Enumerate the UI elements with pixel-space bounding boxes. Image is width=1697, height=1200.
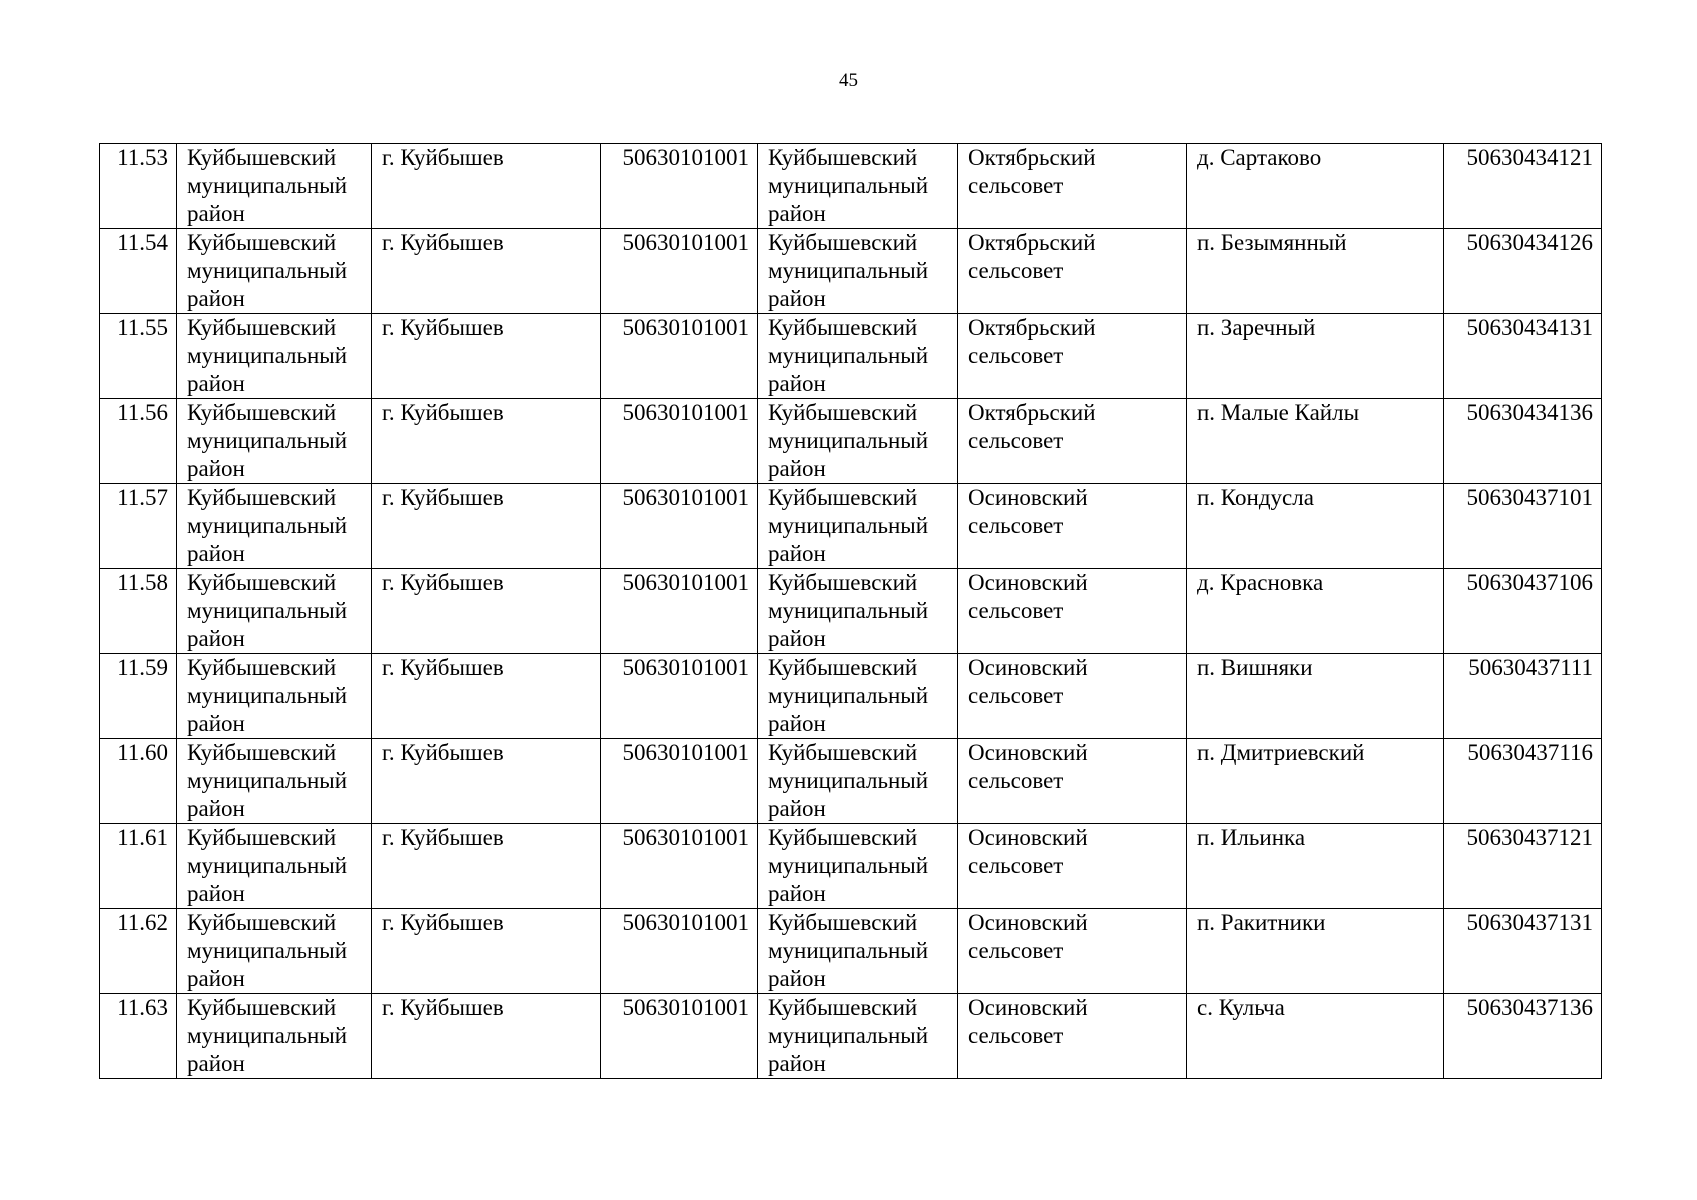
district-cell-line: муниципальный (187, 513, 348, 538)
center-code-cell: 50630101001 (601, 144, 758, 229)
council-cell-line: сельсовет (968, 428, 1064, 453)
center-code-cell: 50630101001 (601, 484, 758, 569)
district-cell-line: район (187, 541, 245, 566)
municipality-cell (758, 399, 958, 484)
district-cell-line: муниципальный (187, 428, 348, 453)
municipality-cell (758, 654, 958, 739)
council-cell (958, 569, 1187, 654)
council-cell (958, 654, 1187, 739)
municipality-cell-line: район (768, 456, 826, 481)
municipality-cell-line: Куйбышевский (768, 145, 918, 170)
district-cell-line: Куйбышевский (187, 995, 337, 1020)
council-cell-line: Осиновский (968, 485, 1088, 510)
district-cell-line: район (187, 626, 245, 651)
district-cell-line: муниципальный (187, 258, 348, 283)
table-row (100, 994, 1602, 1079)
council-cell (958, 229, 1187, 314)
district-cell-line: Куйбышевский (187, 910, 337, 935)
district-cell-line: район (187, 711, 245, 736)
district-cell-line: район (187, 966, 245, 991)
row-number-cell: 11.54 (100, 229, 177, 314)
council-cell-line: Осиновский (968, 740, 1088, 765)
municipality-cell (758, 909, 958, 994)
municipality-cell-line: муниципальный (768, 343, 929, 368)
municipality-cell-line: район (768, 201, 826, 226)
municipality-cell-line: район (768, 966, 826, 991)
municipality-cell-line: муниципальный (768, 428, 929, 453)
municipality-cell-line: муниципальный (768, 513, 929, 538)
municipality-cell-line: район (768, 711, 826, 736)
district-cell-line: Куйбышевский (187, 230, 337, 255)
district-cell (177, 994, 372, 1079)
table-row (100, 314, 1602, 399)
council-cell-line: сельсовет (968, 768, 1064, 793)
council-cell-line: Осиновский (968, 655, 1088, 680)
municipality-cell-line: Куйбышевский (768, 485, 918, 510)
settlement-code-cell: 50630434131 (1444, 314, 1602, 399)
row-number-cell: 11.58 (100, 569, 177, 654)
settlement-registry-table (99, 143, 1602, 1079)
district-cell-line: Куйбышевский (187, 485, 337, 510)
table-row (100, 909, 1602, 994)
municipality-cell-line: Куйбышевский (768, 995, 918, 1020)
district-cell-line: муниципальный (187, 598, 348, 623)
district-cell (177, 739, 372, 824)
district-cell-line: Куйбышевский (187, 740, 337, 765)
district-cell-line: район (187, 201, 245, 226)
council-cell (958, 144, 1187, 229)
municipality-cell-line: муниципальный (768, 853, 929, 878)
center-code-cell: 50630101001 (601, 654, 758, 739)
municipality-cell-line: район (768, 881, 826, 906)
table-row (100, 824, 1602, 909)
municipality-cell-line: район (768, 626, 826, 651)
council-cell-line: сельсовет (968, 173, 1064, 198)
table-row (100, 654, 1602, 739)
settlement-code-cell: 50630434121 (1444, 144, 1602, 229)
municipality-cell-line: Куйбышевский (768, 910, 918, 935)
row-number-cell: 11.57 (100, 484, 177, 569)
municipality-cell (758, 314, 958, 399)
row-number-cell: 11.56 (100, 399, 177, 484)
municipality-cell-line: район (768, 796, 826, 821)
municipality-cell (758, 569, 958, 654)
council-cell (958, 909, 1187, 994)
municipality-cell (758, 229, 958, 314)
council-cell-line: Осиновский (968, 825, 1088, 850)
page-number (0, 70, 1697, 92)
council-cell (958, 739, 1187, 824)
settlement-cell: п. Вишняки (1187, 654, 1444, 739)
center-code-cell: 50630101001 (601, 824, 758, 909)
settlement-cell: п. Дмитриевский (1187, 739, 1444, 824)
municipality-cell-line: муниципальный (768, 683, 929, 708)
settlement-cell: с. Кульча (1187, 994, 1444, 1079)
admin-center-cell: г. Куйбышев (372, 484, 601, 569)
settlement-cell: д. Красновка (1187, 569, 1444, 654)
district-cell (177, 314, 372, 399)
municipality-cell-line: район (768, 286, 826, 311)
district-cell (177, 229, 372, 314)
district-cell-line: муниципальный (187, 938, 348, 963)
municipality-cell-line: Куйбышевский (768, 230, 918, 255)
row-number-cell: 11.61 (100, 824, 177, 909)
council-cell (958, 314, 1187, 399)
table-row (100, 739, 1602, 824)
table-row (100, 144, 1602, 229)
district-cell-line: муниципальный (187, 173, 348, 198)
row-number-cell: 11.62 (100, 909, 177, 994)
municipality-cell-line: муниципальный (768, 1023, 929, 1048)
district-cell (177, 824, 372, 909)
council-cell-line: сельсовет (968, 1023, 1064, 1048)
municipality-cell (758, 484, 958, 569)
table-row (100, 484, 1602, 569)
council-cell-line: Октябрьский (968, 315, 1096, 340)
admin-center-cell: г. Куйбышев (372, 739, 601, 824)
council-cell-line: Осиновский (968, 995, 1088, 1020)
municipality-cell-line: Куйбышевский (768, 655, 918, 680)
settlement-code-cell: 50630437116 (1444, 739, 1602, 824)
council-cell-line: сельсовет (968, 598, 1064, 623)
municipality-cell-line: муниципальный (768, 938, 929, 963)
district-cell-line: Куйбышевский (187, 145, 337, 170)
district-cell-line: район (187, 796, 245, 821)
settlement-cell: п. Ракитники (1187, 909, 1444, 994)
page-number-text: 45 (839, 70, 858, 91)
district-cell-line: муниципальный (187, 768, 348, 793)
district-cell-line: Куйбышевский (187, 655, 337, 680)
row-number-cell: 11.63 (100, 994, 177, 1079)
district-cell-line: район (187, 456, 245, 481)
district-cell (177, 144, 372, 229)
municipality-cell-line: муниципальный (768, 598, 929, 623)
table-row (100, 399, 1602, 484)
center-code-cell: 50630101001 (601, 994, 758, 1079)
center-code-cell: 50630101001 (601, 739, 758, 824)
municipality-cell-line: Куйбышевский (768, 740, 918, 765)
municipality-cell-line: район (768, 371, 826, 396)
district-cell (177, 654, 372, 739)
district-cell-line: Куйбышевский (187, 825, 337, 850)
district-cell-line: муниципальный (187, 683, 348, 708)
municipality-cell-line: Куйбышевский (768, 400, 918, 425)
table-body (100, 144, 1602, 1079)
settlement-cell: п. Малые Кайлы (1187, 399, 1444, 484)
district-cell-line: район (187, 881, 245, 906)
district-cell-line: муниципальный (187, 853, 348, 878)
admin-center-cell: г. Куйбышев (372, 824, 601, 909)
center-code-cell: 50630101001 (601, 909, 758, 994)
municipality-cell (758, 739, 958, 824)
district-cell (177, 484, 372, 569)
district-cell-line: район (187, 286, 245, 311)
settlement-code-cell: 50630437136 (1444, 994, 1602, 1079)
settlement-code-cell: 50630437121 (1444, 824, 1602, 909)
council-cell-line: Октябрьский (968, 145, 1096, 170)
admin-center-cell: г. Куйбышев (372, 229, 601, 314)
district-cell-line: Куйбышевский (187, 400, 337, 425)
table-row (100, 229, 1602, 314)
council-cell (958, 824, 1187, 909)
municipality-cell-line: район (768, 1051, 826, 1076)
admin-center-cell: г. Куйбышев (372, 654, 601, 739)
settlement-code-cell: 50630434136 (1444, 399, 1602, 484)
row-number-cell: 11.53 (100, 144, 177, 229)
center-code-cell: 50630101001 (601, 314, 758, 399)
district-cell (177, 399, 372, 484)
municipality-cell-line: муниципальный (768, 768, 929, 793)
settlement-code-cell: 50630437111 (1444, 654, 1602, 739)
table-row (100, 569, 1602, 654)
council-cell-line: Октябрьский (968, 400, 1096, 425)
municipality-cell (758, 824, 958, 909)
settlement-code-cell: 50630437131 (1444, 909, 1602, 994)
district-cell-line: Куйбышевский (187, 570, 337, 595)
council-cell (958, 484, 1187, 569)
settlement-cell: п. Заречный (1187, 314, 1444, 399)
council-cell-line: Октябрьский (968, 230, 1096, 255)
center-code-cell: 50630101001 (601, 569, 758, 654)
municipality-cell-line: район (768, 541, 826, 566)
council-cell-line: сельсовет (968, 343, 1064, 368)
council-cell-line: Осиновский (968, 910, 1088, 935)
municipality-cell (758, 144, 958, 229)
district-cell-line: муниципальный (187, 1023, 348, 1048)
settlement-code-cell: 50630437101 (1444, 484, 1602, 569)
municipality-cell-line: Куйбышевский (768, 315, 918, 340)
row-number-cell: 11.55 (100, 314, 177, 399)
settlement-cell: п. Ильинка (1187, 824, 1444, 909)
settlement-code-cell: 50630434126 (1444, 229, 1602, 314)
district-cell-line: муниципальный (187, 343, 348, 368)
admin-center-cell: г. Куйбышев (372, 144, 601, 229)
admin-center-cell: г. Куйбышев (372, 909, 601, 994)
municipality-cell-line: муниципальный (768, 173, 929, 198)
settlement-cell: п. Кондусла (1187, 484, 1444, 569)
row-number-cell: 11.59 (100, 654, 177, 739)
settlement-code-cell: 50630437106 (1444, 569, 1602, 654)
council-cell (958, 399, 1187, 484)
admin-center-cell: г. Куйбышев (372, 314, 601, 399)
municipality-cell-line: Куйбышевский (768, 825, 918, 850)
district-cell-line: район (187, 1051, 245, 1076)
council-cell-line: Осиновский (968, 570, 1088, 595)
admin-center-cell: г. Куйбышев (372, 569, 601, 654)
district-cell (177, 569, 372, 654)
council-cell-line: сельсовет (968, 938, 1064, 963)
council-cell-line: сельсовет (968, 258, 1064, 283)
council-cell-line: сельсовет (968, 683, 1064, 708)
district-cell (177, 909, 372, 994)
row-number-cell: 11.60 (100, 739, 177, 824)
district-cell-line: Куйбышевский (187, 315, 337, 340)
admin-center-cell: г. Куйбышев (372, 994, 601, 1079)
admin-center-cell: г. Куйбышев (372, 399, 601, 484)
council-cell-line: сельсовет (968, 853, 1064, 878)
center-code-cell: 50630101001 (601, 399, 758, 484)
district-cell-line: район (187, 371, 245, 396)
center-code-cell: 50630101001 (601, 229, 758, 314)
settlement-cell: п. Безымянный (1187, 229, 1444, 314)
municipality-cell (758, 994, 958, 1079)
council-cell (958, 994, 1187, 1079)
council-cell-line: сельсовет (968, 513, 1064, 538)
municipality-cell-line: муниципальный (768, 258, 929, 283)
municipality-cell-line: Куйбышевский (768, 570, 918, 595)
settlement-cell: д. Сартаково (1187, 144, 1444, 229)
